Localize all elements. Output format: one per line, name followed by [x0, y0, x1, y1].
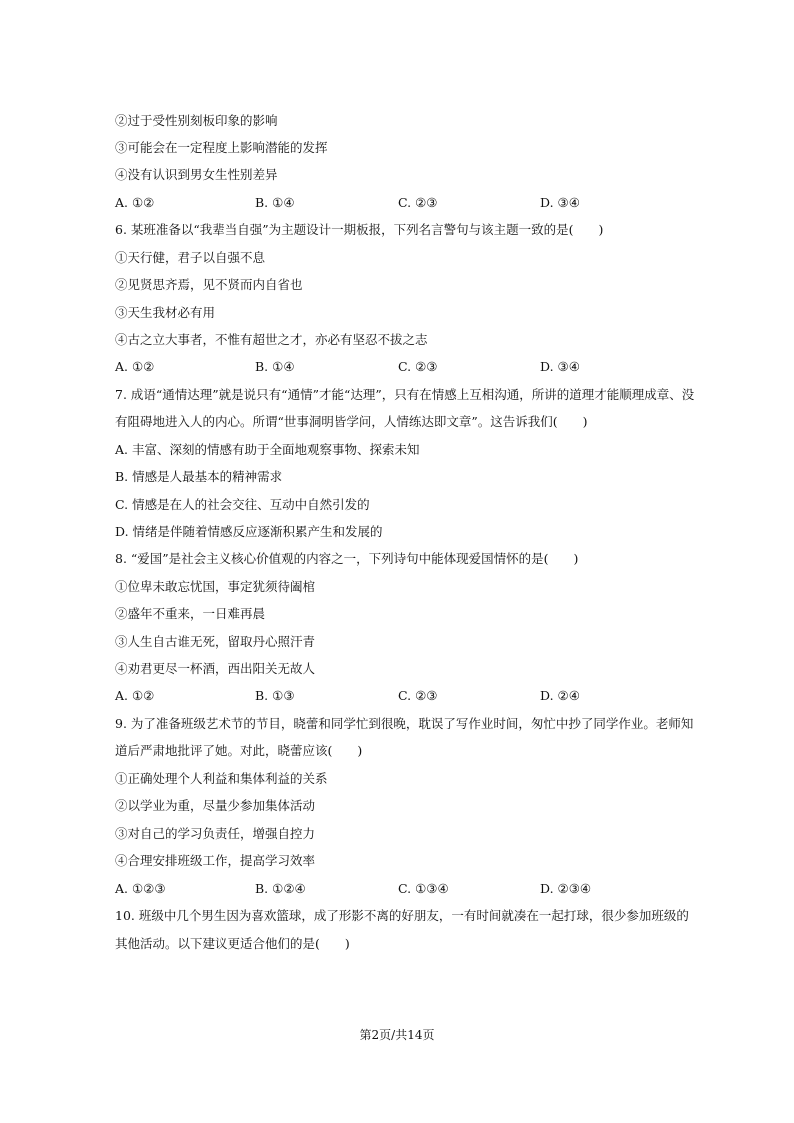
q5-item-2: ②过于受性别刻板印象的影响 — [115, 113, 278, 128]
q9-option-a[interactable]: A. ①②③ — [115, 881, 166, 896]
q8-option-b[interactable]: B. ①③ — [255, 688, 295, 703]
q6-item-1: ①天行健，君子以自强不息 — [115, 250, 266, 265]
q9-stem-line-1: 9. 为了准备班级艺术节的节目，晓蕾和同学忙到很晚，耽误了写作业时间，匆忙中抄了同学作业。老师知 — [115, 716, 694, 731]
q9-item-4: ④合理安排班级工作，提高学习效率 — [115, 853, 316, 868]
q6-item-3: ③天生我材必有用 — [115, 305, 216, 320]
q7-stem-line-2: 有阻碍地进入人的内心。所谓“世事洞明皆学问，人情练达即文章”。这告诉我们( ) — [115, 414, 588, 429]
q8-option-a[interactable]: A. ①② — [115, 688, 155, 703]
q8-item-4: ④劝君更尽一杯酒，西出阳关无故人 — [115, 661, 316, 676]
q9-stem-line-2: 道后严肃地批评了她。对此，晓蕾应该( ) — [115, 743, 363, 758]
q9-item-3: ③对自己的学习负责任，增强自控力 — [115, 826, 316, 841]
q5-option-c[interactable]: C. ②③ — [398, 195, 438, 210]
q6-option-d[interactable]: D. ③④ — [540, 359, 580, 374]
q7-choice-d[interactable]: D. 情绪是伴随着情感反应逐渐积累产生和发展的 — [115, 524, 383, 539]
q7-stem-line-1: 7. 成语“通情达理”就是说只有“通情”才能“达理”，只有在情感上互相沟通，所讲的道理才能顺理成章、没 — [115, 387, 695, 402]
q5-item-4: ④没有认识到男女生性别差异 — [115, 167, 278, 182]
q7-choice-a[interactable]: A. 丰富、深刻的情感有助于全面地观察事物、探索未知 — [115, 442, 420, 457]
q6-option-c[interactable]: C. ②③ — [398, 359, 438, 374]
q10-stem-line-2: 其他活动。以下建议更适合他们的是( ) — [115, 936, 350, 951]
q6-item-2: ②见贤思齐焉，见不贤而内自省也 — [115, 277, 303, 292]
q8-option-c[interactable]: C. ②③ — [398, 688, 438, 703]
q8-stem: 8. “爱国”是社会主义核心价值观的内容之一，下列诗句中能体现爱国情怀的是( ) — [115, 551, 579, 566]
q9-option-b[interactable]: B. ①②④ — [255, 881, 306, 896]
q7-choice-b[interactable]: B. 情感是人最基本的精神需求 — [115, 469, 283, 484]
q9-item-2: ②以学业为重，尽量少参加集体活动 — [115, 798, 316, 813]
q9-option-c[interactable]: C. ①③④ — [398, 881, 449, 896]
page-number: 第2页/共14页 — [359, 1028, 435, 1042]
q6-stem: 6. 某班准备以“我辈当自强”为主题设计一期板报，下列名言警句与该主题一致的是( ) — [115, 222, 604, 237]
q9-option-d[interactable]: D. ②③④ — [540, 881, 592, 896]
q6-option-a[interactable]: A. ①② — [115, 359, 155, 374]
q8-item-2: ②盛年不重来，一日难再晨 — [115, 606, 266, 621]
q6-item-4: ④古之立大事者，不惟有超世之才，亦必有坚忍不拔之志 — [115, 332, 428, 347]
q5-option-a[interactable]: A. ①② — [115, 195, 155, 210]
q5-item-3: ③可能会在一定程度上影响潜能的发挥 — [115, 140, 328, 155]
q10-stem-line-1: 10. 班级中几个男生因为喜欢篮球，成了形影不离的好朋友，一有时间就凑在一起打球，很少参加班级的 — [115, 908, 689, 923]
q8-item-1: ①位卑未敢忘忧国，事定犹须待阖棺 — [115, 579, 316, 594]
q6-option-b[interactable]: B. ①④ — [255, 359, 295, 374]
q8-item-3: ③人生自古谁无死，留取丹心照汗青 — [115, 634, 316, 649]
q5-option-b[interactable]: B. ①④ — [255, 195, 295, 210]
q9-item-1: ①正确处理个人利益和集体利益的关系 — [115, 771, 328, 786]
q8-option-d[interactable]: D. ②④ — [540, 688, 580, 703]
q5-option-d[interactable]: D. ③④ — [540, 195, 580, 210]
q7-choice-c[interactable]: C. 情感是在人的社会交往、互动中自然引发的 — [115, 497, 370, 512]
